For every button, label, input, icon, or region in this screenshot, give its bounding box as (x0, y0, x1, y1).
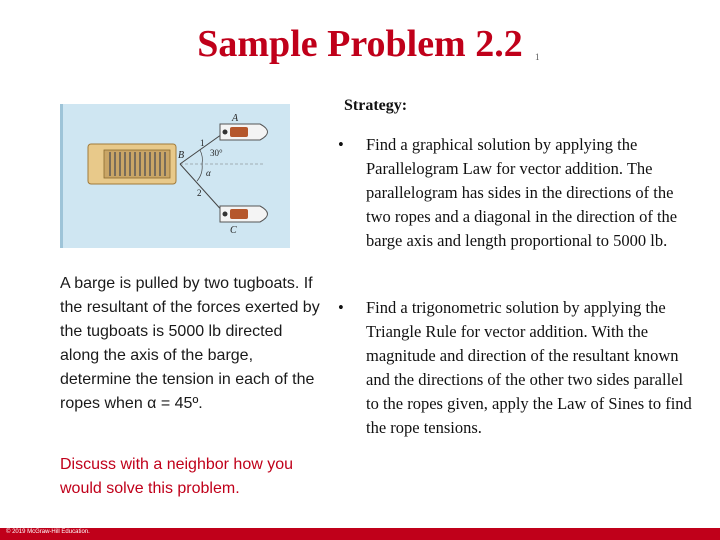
title-text: Sample Problem 2.2 (197, 23, 523, 65)
bullet-symbol: • (338, 135, 344, 154)
label-c: C (230, 225, 237, 236)
copyright-text: © 2019 McGraw-Hill Education. (6, 529, 90, 535)
label-rope-2: 2 (197, 188, 202, 198)
label-rope-1: 1 (200, 138, 205, 148)
slide-number: 1 (535, 52, 540, 62)
barge (88, 144, 176, 184)
footer-bar (0, 528, 720, 540)
tugboat-c (220, 206, 268, 222)
dock-edge (60, 104, 63, 248)
problem-statement: A barge is pulled by two tugboats. If the resultant of the forces exerted by the tugboats is 5000 lb directed along the axis of the barge, determine the tension in each of the ropes when α = 45º. (60, 275, 320, 412)
barge-tugboat-figure (60, 104, 290, 248)
label-alpha: α (206, 168, 211, 178)
bullet-symbol: • (338, 298, 344, 317)
label-a: A (232, 113, 239, 124)
tugboat-a (220, 124, 268, 140)
label-angle-30: 30° (210, 148, 223, 158)
discuss-prompt: Discuss with a neighbor how you would solve this problem. (60, 456, 294, 497)
bullet-text: Find a graphical solution by applying the Parallelogram Law for vector addition. The parallelogram has sides in the directions of the two ropes and a diagonal in the direction of the barge axis and length proportional to 5000 lb. (366, 135, 678, 250)
label-b: B (178, 150, 185, 161)
slide-title (0, 22, 720, 66)
bullet-text: Find a trigonometric solution by applying the Triangle Rule for vector addition. With the magnitude and direction of the resultant known and the directions of the other two sides parallel to the ropes given, apply the Law of Sines to find the rope tensions. (366, 298, 692, 437)
strategy-heading: Strategy: (344, 97, 408, 114)
